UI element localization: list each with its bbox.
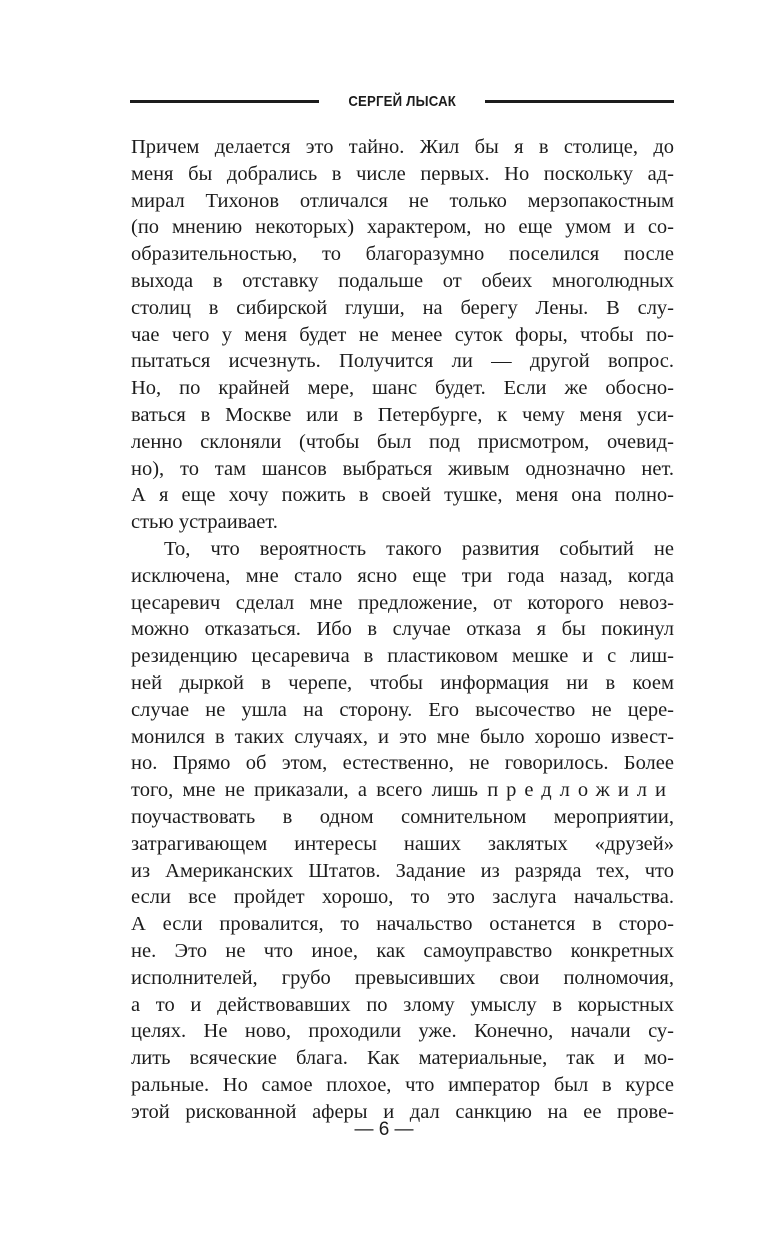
text-line: образительностью, то благоразумно поселился после xyxy=(131,243,674,266)
text-line: То, что вероятность такого развития событий не xyxy=(164,537,674,560)
text-line: исполнителей, грубо превысивших свои полномочия, xyxy=(131,966,674,989)
text-line: поучаствовать в одном сомнительном мероприятии, xyxy=(131,805,674,828)
text-line: А я еще хочу пожить в своей тушке, меня она полно- xyxy=(131,484,674,507)
page-number: — 6 — xyxy=(354,1119,414,1140)
text-line: выхода в отставку подальше от обеих многолюдных xyxy=(131,269,674,292)
text-line: (по мнению некоторых) характером, но еще умом и со- xyxy=(131,216,674,239)
text-line: этой рискованной аферы и дал санкцию на ее прове- xyxy=(131,1100,674,1123)
text-line: затрагивающем интересы наших заклятых «друзей» xyxy=(131,832,674,855)
text-line: монился в таких случаях, и это мне было хорошо извест- xyxy=(131,725,674,748)
text-line: столиц в сибирской глуши, на берегу Лены. В слу- xyxy=(131,296,674,319)
text-span: того, мне не приказали, а всего лишь xyxy=(131,779,478,802)
text-line: ральные. Но самое плохое, что император был в курсе xyxy=(131,1073,674,1096)
text-line: пытаться исчезнуть. Получится ли — другой вопрос. xyxy=(131,350,674,373)
text-line: если все пройдет хорошо, то это заслуга начальства. xyxy=(131,886,674,909)
text-line: но), то там шансов выбраться живым однозначно нет. xyxy=(131,457,674,480)
text-line: но. Прямо об этом, естественно, не говорилось. Более xyxy=(131,752,674,775)
text-line: стью устраивает. xyxy=(131,511,278,534)
header-rule-right xyxy=(485,100,674,103)
running-header xyxy=(130,88,674,114)
text-line: не. Это не что иное, как самоуправство конкретных xyxy=(131,939,674,962)
text-line: чае чего у меня будет не менее суток форы, чтобы по- xyxy=(131,323,674,346)
spaced-emphasis-word: предложили xyxy=(487,779,674,802)
author-name: СЕРГЕЙ ЛЫСАК xyxy=(348,92,456,110)
text-line: случае не ушла на сторону. Его высочество не цере- xyxy=(131,698,674,721)
text-line: из Американских Штатов. Задание из разряда тех, что xyxy=(131,859,674,882)
text-line: Причем делается это тайно. Жил бы я в столице, до xyxy=(131,136,674,158)
text-line: а то и действовавших по злому умыслу в корыстных xyxy=(131,993,674,1016)
text-line: исключена, мне стало ясно еще три года назад, когда xyxy=(131,564,674,587)
text-line: А если провалится, то начальство останется в сторо- xyxy=(131,913,674,936)
text-line: можно отказаться. Ибо в случае отказа я бы покинул xyxy=(131,618,674,641)
text-line: мирал Тихонов отличался не только мерзопакостным xyxy=(131,189,674,212)
text-line: лить всяческие блага. Как материальные, так и мо- xyxy=(131,1047,674,1070)
text-line: ленно склоняли (чтобы был под присмотром, очевид- xyxy=(131,430,674,453)
paragraph-2 xyxy=(131,536,674,1126)
text-line: ваться в Москве или в Петербурге, к чему меня уси- xyxy=(131,403,674,426)
text-line-with-spaced-word xyxy=(131,777,674,804)
text-line: ней дыркой в черепе, чтобы информация ни в коем xyxy=(131,671,674,694)
text-line: Но, по крайней мере, шанс будет. Если же обосно- xyxy=(131,377,674,400)
body-text xyxy=(131,134,674,1125)
header-rule-left xyxy=(130,100,319,103)
text-line: резиденцию цесаревича в пластиковом мешке и с лиш- xyxy=(131,645,674,668)
text-line: меня бы добрались в числе первых. Но поскольку ад- xyxy=(131,162,674,185)
text-line: целях. Не ново, проходили уже. Конечно, начали су- xyxy=(131,1020,674,1043)
paragraph-1 xyxy=(131,134,674,536)
text-line: цесаревич сделал мне предложение, от которого невоз- xyxy=(131,591,674,614)
